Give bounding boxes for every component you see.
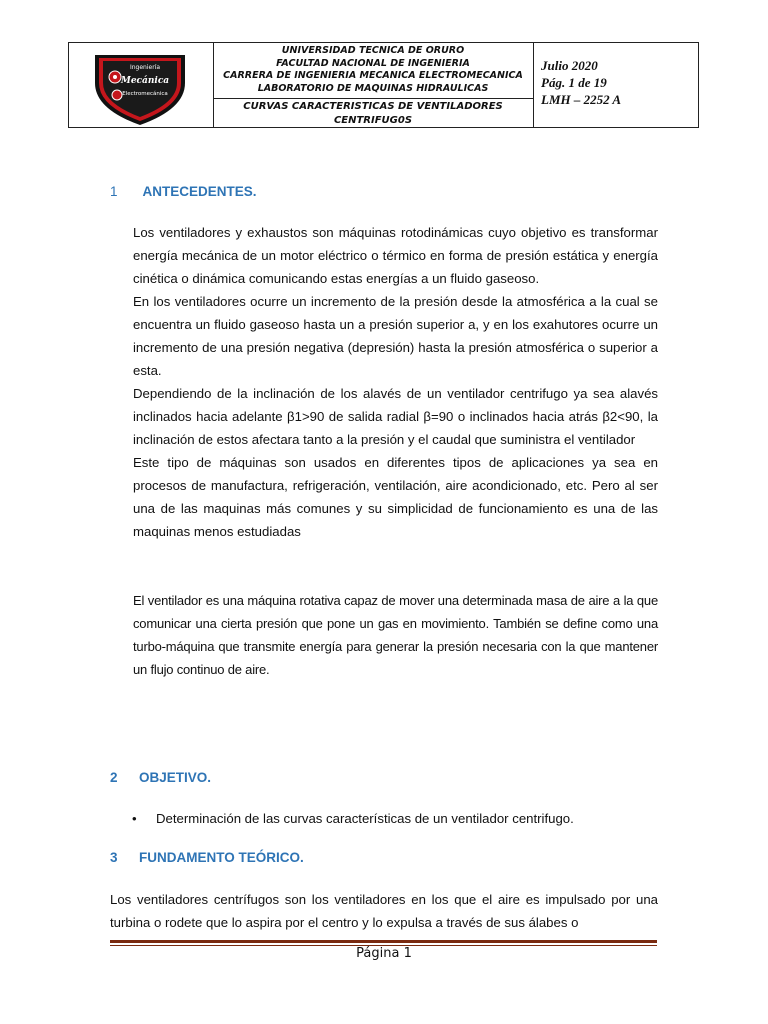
logo-text-2: Mecánica bbox=[120, 76, 170, 86]
section-1-heading bbox=[110, 184, 257, 199]
objective-list bbox=[132, 809, 574, 829]
section-3-number: 3 bbox=[110, 850, 118, 865]
section-3-body bbox=[110, 888, 658, 934]
logo-text-1: Ingeniería bbox=[129, 64, 161, 71]
page-counter: Pág. 1 de 19 bbox=[541, 75, 607, 90]
section-1-body bbox=[133, 221, 658, 543]
institution-block bbox=[213, 43, 533, 99]
title-cell bbox=[213, 43, 534, 127]
document-title-line-1: CURVAS CARACTERISTICAS DE VENTILADORES bbox=[243, 101, 503, 112]
bullet-icon: • bbox=[132, 811, 137, 826]
meta-cell bbox=[533, 43, 698, 127]
paragraph: Dependiendo de la inclinación de los alavés de un ventilador centrifugo ya sea alavés inclinados hacia adelante β1>90 de salida radial β=90 o inclinados hacia atrás β2<90, la inclinación de estos afectara tanto a la presión y el caudal que suministra el ventilador bbox=[133, 386, 658, 447]
paragraph: Los ventiladores y exhaustos son máquinas rotodinámicas cuyo objetivo es transformar energía mecánica de un motor eléctrico o térmico en forma de presión estática y energía cinética o dinámica comunicando estas energías a un fluido gaseoso. bbox=[133, 225, 658, 286]
document-header bbox=[68, 42, 699, 128]
section-2-number: 2 bbox=[110, 770, 118, 785]
section-1-number: 1 bbox=[110, 184, 118, 199]
paragraph: Este tipo de máquinas son usados en diferentes tipos de aplicaciones ya sea en procesos de manufactura, refrigeración, ventilación, aire acondicionado, etc. Pero al ser una de las maquinas más comunes y su simplicidad de funcionamiento es una de las maquinas menos estudiadas bbox=[133, 455, 658, 539]
section-3-title: FUNDAMENTO TEÓRICO. bbox=[139, 850, 304, 865]
document-date: Julio 2020 bbox=[541, 58, 598, 73]
document-title bbox=[213, 100, 533, 128]
career-name: CARRERA DE INGENIERIA MECANICA ELECTROMECANICA bbox=[223, 70, 523, 81]
document-title-line-2: CENTRIFUG0S bbox=[333, 115, 413, 126]
university-name: UNIVERSIDAD TECNICA DE ORURO bbox=[281, 45, 465, 56]
section-1-title: ANTECEDENTES. bbox=[142, 184, 257, 199]
paragraph: El ventilador es una máquina rotativa capaz de mover una determinada masa de aire a la que comunicar una cierta presión que pone un gas en movimiento. También se define como una turbo-máquina que transmite energía para generar la presión necesaria con la que mantener un flujo continuo de aire. bbox=[133, 593, 658, 677]
faculty-name: FACULTAD NACIONAL DE INGENIERIA bbox=[276, 57, 470, 69]
logo-cell bbox=[69, 43, 214, 127]
logo-text-3: Electromecánica bbox=[122, 91, 168, 97]
section-1-closing bbox=[133, 589, 658, 681]
section-2-heading bbox=[110, 770, 211, 785]
paragraph: Los ventiladores centrífugos son los ventiladores en los que el aire es impulsado por una turbina o rodete que lo aspira por el centro y lo expulsa a través de sus álabes o bbox=[110, 892, 658, 930]
paragraph: En los ventiladores ocurre un incremento de la presión desde la atmosférica a la cual se encuentra un fluido gaseoso hasta un a presión superior a, y en los exahutores ocurre un incremento de una presión negativa (depresión) hasta la presión atmosférica o superior a esta. bbox=[133, 294, 658, 378]
footer-rule-thick bbox=[110, 940, 657, 943]
document-code: LMH – 2252 A bbox=[541, 92, 622, 107]
section-2-title: OBJETIVO. bbox=[139, 770, 212, 785]
footer-page-label: Página 1 bbox=[356, 946, 412, 961]
section-3-heading bbox=[110, 850, 304, 865]
lab-name: LABORATORIO DE MAQUINAS HIDRAULICAS bbox=[257, 82, 489, 94]
faculty-logo bbox=[69, 43, 213, 127]
objective-item: Determinación de las curvas características de un ventilador centrifugo. bbox=[156, 811, 574, 826]
